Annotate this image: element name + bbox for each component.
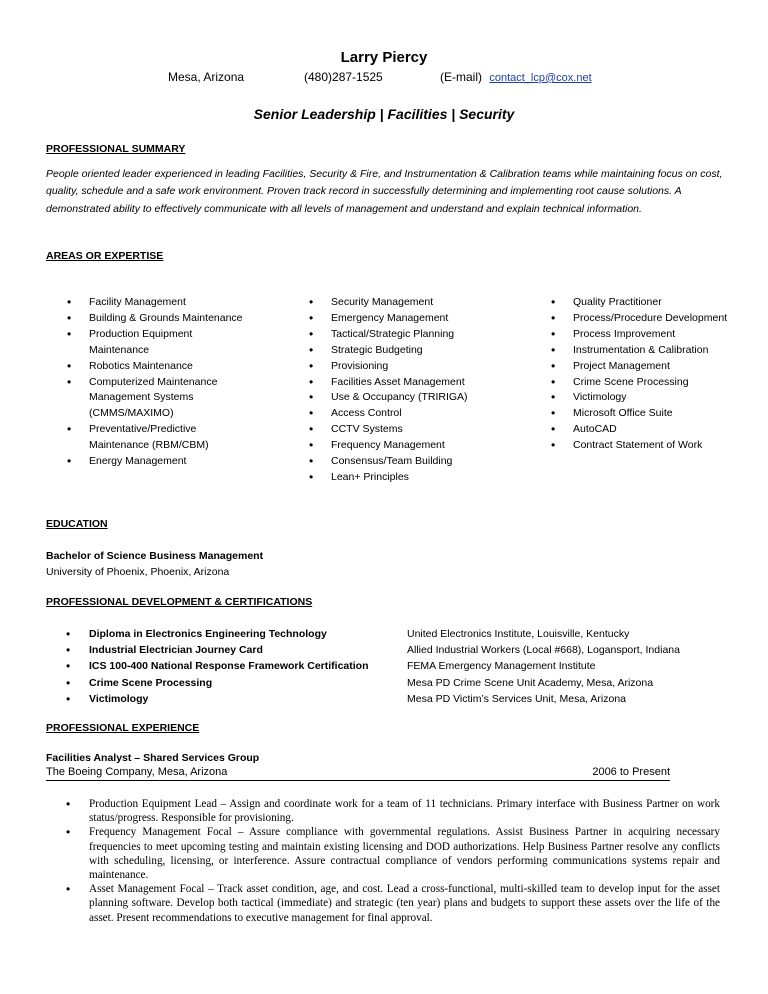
certification-org: FEMA Emergency Management Institute: [407, 660, 596, 673]
list-item: • Project Management: [551, 359, 731, 375]
certification-name: • Diploma in Electronics Engineering Technology: [89, 628, 327, 640]
email-label: (E-mail): [440, 70, 482, 84]
list-item: • Contract Statement of Work: [551, 438, 731, 454]
list-item: • Process Improvement: [551, 327, 731, 343]
list-item: • Asset Management Focal – Track asset condition, age, and cost. Lead a cross-functional, multi-skilled team to develop input for the asset planning software. Develop both tactical (immediate) and strategic (ten year) plans and budgets to support these assets over the life of the asset. Present recommendations to executive management for final approval.: [66, 882, 720, 925]
list-item: [66, 642, 746, 658]
tagline: Senior Leadership | Facilities | Security: [253, 106, 515, 122]
candidate-name: Larry Piercy: [340, 49, 428, 66]
summary-heading: PROFESSIONAL SUMMARY: [46, 143, 186, 155]
education-heading: EDUCATION: [46, 518, 108, 530]
list-item: • Preventative/Predictive Maintenance (RBM/CBM): [67, 422, 247, 454]
list-item: • CCTV Systems: [309, 422, 509, 438]
list-item: • Computerized Maintenance Management Systems (CMMS/MAXIMO): [67, 375, 247, 423]
experience-bullets: [66, 797, 720, 925]
list-item: • Tactical/Strategic Planning: [309, 327, 509, 343]
list-item: • Production Equipment Lead – Assign and coordinate work for a team of 11 technicians. Primary interface with Business Partner on work status/progress. Responsible for provisioning.: [66, 797, 720, 825]
job-company: The Boeing Company, Mesa, Arizona: [46, 766, 228, 778]
experience-heading: PROFESSIONAL EXPERIENCE: [46, 722, 200, 734]
list-item: • Production Equipment Maintenance: [67, 327, 247, 359]
list-item: • Lean+ Principles: [309, 470, 509, 486]
list-item: • Victimology: [551, 390, 731, 406]
list-item: • Security Management: [309, 295, 509, 311]
list-item: • Building & Grounds Maintenance: [67, 311, 247, 327]
list-item: • Strategic Budgeting: [309, 343, 509, 359]
expertise-heading: AREAS OR EXPERTISE: [46, 250, 164, 262]
certification-org: Allied Industrial Workers (Local #668), Logansport, Indiana: [407, 644, 680, 657]
certification-org: Mesa PD Crime Scene Unit Academy, Mesa, Arizona: [407, 676, 654, 689]
list-item: • Frequency Management: [309, 438, 509, 454]
list-item: • Microsoft Office Suite: [551, 406, 731, 422]
list-item: • Consensus/Team Building: [309, 454, 509, 470]
list-item: • Crime Scene Processing: [551, 375, 731, 391]
list-item: [66, 626, 746, 642]
certification-org: Mesa PD Victim’s Services Unit, Mesa, Arizona: [407, 692, 627, 705]
certification-org: United Electronics Institute, Louisville, Kentucky: [407, 628, 630, 640]
email-row: [440, 70, 592, 84]
list-item: • Frequency Management Focal – Assure compliance with governmental regulations. Assist Business Partner in acquiring necessary frequencies to meet upcoming testing and maintain existing licensing and DOD authorizations. Help Business Partner resolve any conflicts with scheduling, licensing, or interference. Assure contractual compliance of vendors performing communications systems repair and maintenance.: [66, 825, 720, 882]
school: University of Phoenix, Phoenix, Arizona: [46, 566, 230, 578]
degree: Bachelor of Science Business Management: [46, 550, 264, 562]
job-company-line: [46, 766, 670, 781]
list-item: [66, 658, 746, 674]
list-item: • Quality Practitioner: [551, 295, 731, 311]
expertise-column-3: [551, 295, 731, 454]
certifications-heading: PROFESSIONAL DEVELOPMENT & CERTIFICATIONS: [46, 596, 313, 608]
list-item: • AutoCAD: [551, 422, 731, 438]
location: Mesa, Arizona: [168, 70, 245, 84]
summary-text: People oriented leader experienced in leading Facilities, Security & Fire, and Instrumentation & Calibration teams while maintaining focus on cost, quality, schedule and a safe work environment. Proven track record in successfully determining and implementing root cause solutions. A demonstrated ability to effectively communicate with all levels of management and understand and explain technical information.: [46, 168, 723, 215]
list-item: • Process/Procedure Development: [551, 311, 731, 327]
list-item: • Access Control: [309, 406, 509, 422]
certification-name: • Industrial Electrician Journey Card: [89, 644, 263, 657]
certifications-list: [66, 626, 746, 707]
list-item: • Facility Management: [67, 295, 247, 311]
phone-number: (480)287-1525: [304, 70, 383, 84]
expertise-column-1: [67, 295, 247, 470]
email-link[interactable]: contact_lcp@cox.net: [489, 72, 592, 84]
job-dates: 2006 to Present: [592, 766, 670, 778]
list-item: • Instrumentation & Calibration: [551, 343, 731, 359]
list-item: • Use & Occupancy (TRIRIGA): [309, 390, 509, 406]
list-item: • Energy Management: [67, 454, 247, 470]
certification-name: • ICS 100-400 National Response Framework Certification: [89, 660, 369, 673]
list-item: [66, 675, 746, 691]
certification-name: • Victimology: [89, 692, 149, 705]
job-title: Facilities Analyst – Shared Services Group: [46, 752, 260, 764]
list-item: • Provisioning: [309, 359, 509, 375]
expertise-column-2: [309, 295, 509, 486]
list-item: • Emergency Management: [309, 311, 509, 327]
list-item: • Facilities Asset Management: [309, 375, 509, 391]
certification-name: • Crime Scene Processing: [89, 676, 213, 689]
list-item: • Robotics Maintenance: [67, 359, 247, 375]
list-item: [66, 691, 746, 707]
